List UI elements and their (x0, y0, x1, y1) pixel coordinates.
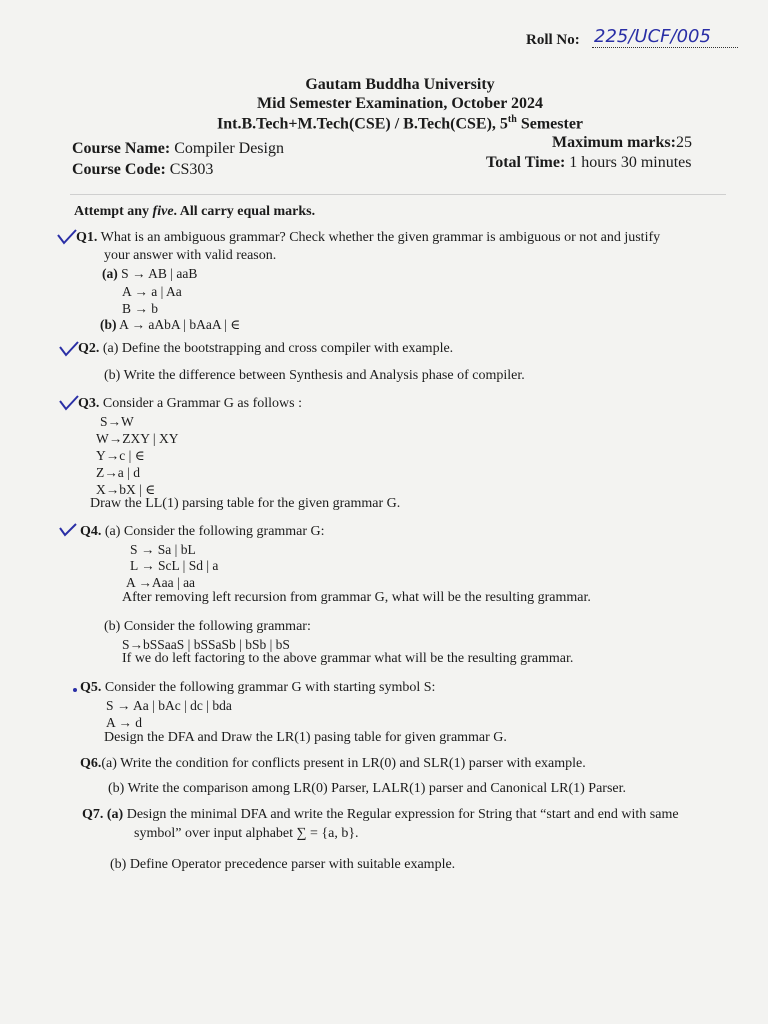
q3-instruction: Draw the LL(1) parsing table for the given grammar G. (90, 496, 401, 511)
roll-number-label: Roll No: (526, 32, 580, 48)
q1-a-rule2: A → a | Aa (122, 284, 182, 299)
q4-b-rule1: S→bSSaaS | bSSaSb | bSb | bS (122, 637, 290, 652)
q4-line-a (80, 524, 325, 540)
q7-part-b: (b) Define Operator precedence parser with suitable example. (110, 857, 456, 872)
program-text: Int.B.Tech+M.Tech(CSE) / B.Tech(CSE), 5 (216, 115, 508, 133)
q2-part-a: (a) Define the bootstrapping and cross compiler with example. (102, 341, 454, 356)
q6-part-b: (b) Write the comparison among LR(0) Parser, LALR(1) parser and Canonical LR(1) Parser. (108, 781, 627, 796)
q3-rule3: Y→c | ∈ (96, 448, 145, 463)
q2-part-b: (b) Write the difference between Synthesis and Analysis phase of compiler. (104, 368, 525, 383)
q5-rule1: S → Aa | bAc | dc | bda (106, 698, 232, 713)
q3-rule2: W→ZXY | XY (96, 431, 179, 446)
university-name: Gautam Buddha University (305, 76, 495, 93)
checkmark-icon (58, 522, 78, 538)
total-time-row (486, 154, 692, 172)
instruction-emph: five (152, 204, 174, 219)
q5-number: Q5. (80, 680, 102, 695)
max-marks-value: 25 (675, 134, 692, 151)
q1-a1 (102, 266, 197, 282)
q1-b-rule1: A → aAbA | bAaA | ∈ (119, 317, 241, 332)
header-divider (70, 194, 726, 195)
program-sup: th (507, 114, 517, 125)
q7-line-a1 (82, 807, 679, 823)
q7-a-text1: Design the minimal DFA and write the Regular expression for String that “start and end with same (126, 807, 679, 822)
q3-line1 (78, 396, 302, 412)
q2-number: Q2. (78, 341, 100, 356)
q3-rule4: Z→a | d (96, 465, 140, 480)
q4-part-b: (b) Consider the following grammar: (104, 619, 311, 634)
max-marks-row (552, 134, 692, 152)
q3-rule5: X→bX | ∈ (96, 482, 156, 497)
q5-text: Consider the following grammar G with starting symbol S: (104, 680, 436, 695)
q1-text: What is an ambiguous grammar? Check whether the given grammar is ambiguous or not and justify (100, 230, 661, 245)
q5-rule2: A → d (106, 715, 143, 730)
q3-rule1: S→W (100, 414, 134, 429)
q4-part-a: (a) Consider the following grammar G: (104, 524, 325, 539)
q7-a-text2: symbol” over input alphabet ∑ = {a, b}. (134, 826, 359, 841)
q2-line-a (78, 341, 453, 357)
q4-a-rule3: A →Aaa | aa (126, 575, 196, 590)
q1-line2: your answer with valid reason. (104, 248, 277, 263)
instruction-post: . All carry equal marks. (173, 204, 316, 219)
q6-line-a (80, 756, 586, 772)
q3-text: Consider a Grammar G as follows : (102, 396, 302, 411)
q6-part-a: (a) Write the condition for conflicts present in LR(0) and SLR(1) parser with example. (101, 756, 586, 771)
course-code-value: CS303 (169, 161, 214, 178)
course-name-label: Course Name: (72, 140, 171, 157)
q1-line1 (76, 230, 660, 246)
q1-a-rule1: S → AB | aaB (121, 266, 198, 281)
q1-a-label: (a) (102, 266, 118, 281)
q7-number: Q7. (82, 807, 104, 822)
course-code-row (72, 161, 213, 179)
instruction (74, 204, 315, 220)
q4-number: Q4. (80, 524, 102, 539)
q1-a-rule3: B → b (122, 301, 159, 316)
roll-number-value: 225/UCF/005 (594, 26, 711, 47)
q1-b-label: (b) (100, 317, 117, 332)
q7-a-label: (a) (106, 807, 124, 822)
total-time-label: Total Time: (486, 154, 566, 171)
program-tail: Semester (516, 115, 584, 133)
q5-instruction: Design the DFA and Draw the LR(1) pasing table for given grammar G. (104, 730, 507, 745)
q4-a-rule2: L → ScL | Sd | a (130, 558, 219, 573)
checkmark-icon (56, 228, 78, 246)
course-code-label: Course Code: (72, 161, 166, 178)
checkmark-icon (58, 340, 80, 358)
max-marks-label: Maximum marks: (552, 134, 676, 151)
q4-a-rule1: S → Sa | bL (130, 542, 196, 557)
q1-b1 (100, 317, 240, 333)
q5-line1 (80, 680, 435, 696)
checkmark-icon (58, 394, 80, 412)
instruction-pre: Attempt any (74, 204, 153, 219)
roll-number-underline (592, 47, 738, 48)
q1-number: Q1. (76, 230, 98, 245)
bullet-dot (73, 688, 77, 692)
course-name-row (72, 140, 284, 158)
total-time-value: 1 hours 30 minutes (569, 154, 692, 171)
q4-a-question: After removing left recursion from grammar G, what will be the resulting grammar. (122, 590, 591, 605)
q3-number: Q3. (78, 396, 100, 411)
program-line (0, 114, 768, 133)
q6-number: Q6. (80, 756, 102, 771)
exam-title: Mid Semester Examination, October 2024 (256, 95, 544, 112)
q4-b-question: If we do left factoring to the above grammar what will be the resulting grammar. (122, 651, 574, 666)
course-name-value: Compiler Design (174, 140, 284, 157)
